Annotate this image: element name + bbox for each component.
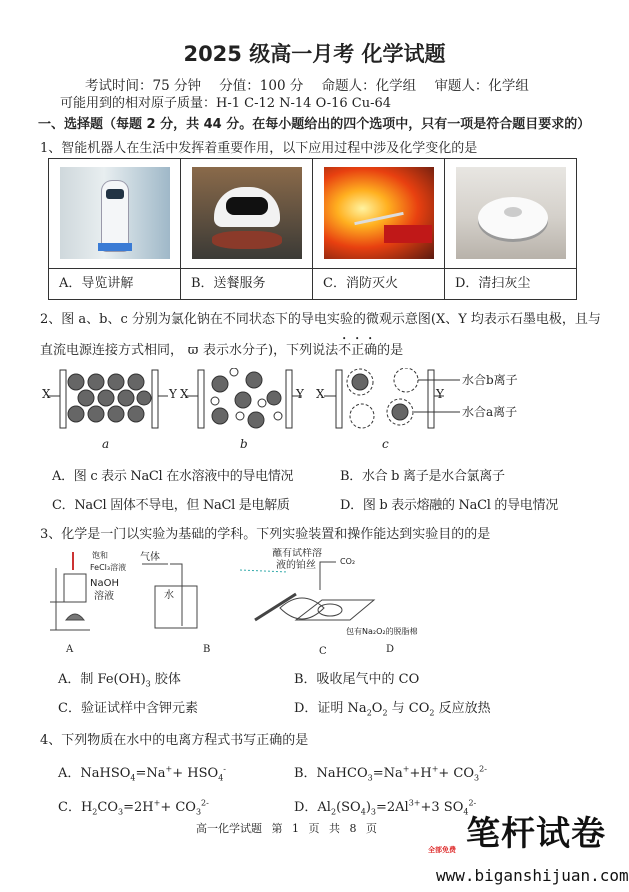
label-cotton: 包有Na₂O₂的脱脂棉 bbox=[346, 627, 418, 636]
subscript: 3 bbox=[370, 807, 376, 817]
electrode-y-a: Y bbox=[169, 387, 177, 401]
exam-score: 分值：100 分 bbox=[219, 78, 304, 94]
superscript: + bbox=[165, 764, 173, 774]
text-segment: B．NaHCO bbox=[294, 766, 368, 781]
label-platinum-2: 液的铂丝 bbox=[276, 560, 316, 571]
q2-stem-line2: 直流电源连接方式相同， ϖ 表示水分子)，下列说法不正确的是 bbox=[40, 343, 404, 358]
subscript: 2 bbox=[382, 708, 388, 718]
subscript: 3 bbox=[118, 807, 124, 817]
electrode-x-a: X bbox=[42, 387, 51, 401]
label-platinum-1: 蘸有试样溶 bbox=[272, 548, 322, 559]
text-segment: C．H bbox=[58, 800, 93, 815]
superscript: - bbox=[223, 764, 226, 774]
q1-option-d[interactable] bbox=[445, 159, 577, 300]
subscript: 4 bbox=[218, 773, 224, 783]
page-title: 2025 级高一月考 化学试题 bbox=[183, 42, 446, 66]
subscript: 3 bbox=[195, 807, 202, 817]
label-co2: CO₂ bbox=[340, 557, 356, 566]
label-saturated: 饱和 bbox=[92, 551, 108, 560]
text-segment: =Na bbox=[135, 766, 166, 781]
text-segment: O bbox=[371, 701, 383, 716]
q4-option-b[interactable] bbox=[294, 762, 487, 783]
text-segment: =2Al bbox=[375, 800, 409, 815]
fig-label-c: c bbox=[382, 437, 389, 451]
q4-stem: 4、下列物质在水中的电离方程式书写正确的是 bbox=[40, 733, 309, 748]
label-solution: 溶液 bbox=[94, 591, 114, 602]
text-segment: 胶体 bbox=[150, 672, 181, 687]
hydrated-a-ion-label: 水合a离子 bbox=[462, 405, 518, 419]
q1-stem: 1、智能机器人在生活中发挥着重要作用，以下应用过程中涉及化学变化的是 bbox=[40, 141, 478, 156]
subscript: 2 bbox=[92, 807, 98, 817]
subscript: 2 bbox=[366, 708, 372, 718]
q3-stem: 3、化学是一门以实验为基础的学科。下列实验装置和操作能达到实验目的的是 bbox=[40, 527, 491, 542]
label-fecl3: FeCl₃溶液 bbox=[90, 563, 127, 572]
q1-option-c-label: C．消防灭火 bbox=[313, 268, 444, 299]
electrode-y-c: Y bbox=[436, 387, 444, 401]
firefighting-image bbox=[324, 167, 434, 259]
exam-time: 考试时间：75 分钟 bbox=[85, 78, 201, 94]
text-segment: + CO bbox=[160, 800, 196, 815]
q3-option-b[interactable] bbox=[294, 668, 419, 687]
label-naoh: NaOH bbox=[90, 578, 119, 589]
fig-label-b: b bbox=[240, 437, 248, 451]
watermark-brand: 笔杆试卷 bbox=[466, 814, 606, 854]
q3-option-a[interactable] bbox=[58, 668, 181, 689]
apparatus-d: D bbox=[386, 644, 395, 655]
text-segment: ) bbox=[365, 800, 371, 815]
text-segment: + HSO bbox=[172, 766, 219, 781]
fig-label-a: a bbox=[102, 437, 110, 451]
text-segment: +3 SO bbox=[420, 800, 464, 815]
delivery-robot-image bbox=[192, 167, 302, 259]
q2-stem-line1: 2、图 a、b、c 分别为氯化钠在不同状态下的导电实验的微观示意图(X、Y 均表示石墨电极，且与 bbox=[40, 312, 601, 327]
electrode-x-c: X bbox=[316, 387, 325, 401]
subscript: 4 bbox=[360, 807, 366, 817]
subscript: 2 bbox=[429, 708, 435, 718]
watermark-tag: 全部免费 bbox=[428, 846, 456, 854]
text-segment: (SO bbox=[336, 800, 361, 815]
q2-option-b[interactable]: B．水合 b 离子是水合氯离子 bbox=[340, 469, 505, 484]
apparatus-a: A bbox=[66, 644, 74, 655]
nacl-conduction-diagram bbox=[40, 368, 540, 453]
text-segment: D．证明 Na bbox=[294, 701, 367, 716]
q3-apparatus-diagram bbox=[40, 548, 460, 658]
subscript: 4 bbox=[130, 773, 136, 783]
text-segment: C．验证试样中含钾元素 bbox=[58, 701, 198, 716]
superscript: 2- bbox=[479, 764, 487, 774]
q1-option-a[interactable] bbox=[49, 159, 181, 300]
watermark-url: www.biganshijuan.com bbox=[436, 866, 629, 885]
subscript: 2 bbox=[330, 807, 337, 817]
text-segment: 与 CO bbox=[387, 701, 430, 716]
electrode-x-b: X bbox=[180, 387, 189, 401]
apparatus-b: B bbox=[203, 644, 211, 655]
q3-option-d[interactable] bbox=[294, 697, 491, 718]
superscript: 2- bbox=[468, 798, 477, 808]
text-segment: CO bbox=[97, 800, 118, 815]
q1-option-b-label: B．送餐服务 bbox=[181, 268, 312, 299]
q4-option-d[interactable] bbox=[294, 796, 476, 817]
page-footer: 高一化学试题 第 1 页 共 8 页 bbox=[196, 822, 377, 835]
apparatus-c: C bbox=[319, 646, 327, 657]
superscript: + bbox=[153, 798, 161, 808]
q2-option-a[interactable]: A．图 c 表示 NaCl 在水溶液中的导电情况 bbox=[52, 469, 294, 484]
water-molecule-icon: ϖ bbox=[187, 343, 199, 358]
exam-author: 命题人：化学组 bbox=[321, 78, 417, 94]
text-segment: =2H bbox=[123, 800, 154, 815]
label-gas: 气体 bbox=[140, 552, 160, 563]
text-segment: A．制 Fe(OH) bbox=[58, 672, 146, 687]
text-segment: A．NaHSO bbox=[58, 766, 131, 781]
text-segment: 反应放热 bbox=[434, 701, 491, 716]
subscript: 3 bbox=[474, 773, 480, 783]
subscript: 3 bbox=[145, 679, 151, 689]
superscript: + bbox=[431, 764, 439, 774]
q1-option-a-label: A．导览讲解 bbox=[49, 268, 180, 299]
text-segment: +H bbox=[409, 766, 432, 781]
text-segment: B．吸收尾气中的 CO bbox=[294, 672, 420, 687]
q4-option-c[interactable] bbox=[58, 796, 209, 817]
label-water: 水 bbox=[164, 590, 174, 601]
q4-option-a[interactable] bbox=[58, 762, 226, 783]
superscript: 3+ bbox=[408, 798, 421, 808]
exam-reviewer: 审题人：化学组 bbox=[434, 78, 529, 94]
q1-option-b[interactable] bbox=[181, 159, 313, 300]
q1-option-d-label: D．清扫灰尘 bbox=[445, 268, 576, 299]
exam-info bbox=[85, 74, 543, 94]
robot-vacuum-image bbox=[456, 167, 566, 259]
q1-options-table bbox=[48, 158, 577, 300]
atomic-mass: 可能用到的相对原子质量：H-1 C-12 N-14 O-16 Cu-64 bbox=[60, 96, 392, 111]
subscript: 3 bbox=[367, 773, 373, 783]
section-heading: 一、选择题（每题 2 分，共 44 分。在每小题给出的四个选项中，只有一项是符合题目要求的） bbox=[38, 117, 591, 132]
text-segment: + CO bbox=[438, 766, 475, 781]
q2-option-c[interactable]: C．NaCl 固体不导电，但 NaCl 是电解质 bbox=[52, 498, 290, 513]
hydrated-b-ion-label: 水合b离子 bbox=[462, 373, 518, 387]
superscript: 2- bbox=[201, 798, 209, 808]
guide-robot-image bbox=[60, 167, 170, 259]
text-segment: =Na bbox=[372, 766, 403, 781]
electrode-y-b: Y bbox=[296, 387, 304, 401]
q1-option-c[interactable] bbox=[313, 159, 445, 300]
emphasis-not-correct: 不正确 bbox=[338, 343, 378, 358]
subscript: 4 bbox=[463, 807, 469, 817]
q2-option-d[interactable]: D．图 b 表示熔融的 NaCl 的导电情况 bbox=[340, 498, 558, 513]
text-segment: D．Al bbox=[294, 800, 331, 815]
superscript: + bbox=[402, 764, 410, 774]
q3-option-c[interactable] bbox=[58, 697, 198, 716]
